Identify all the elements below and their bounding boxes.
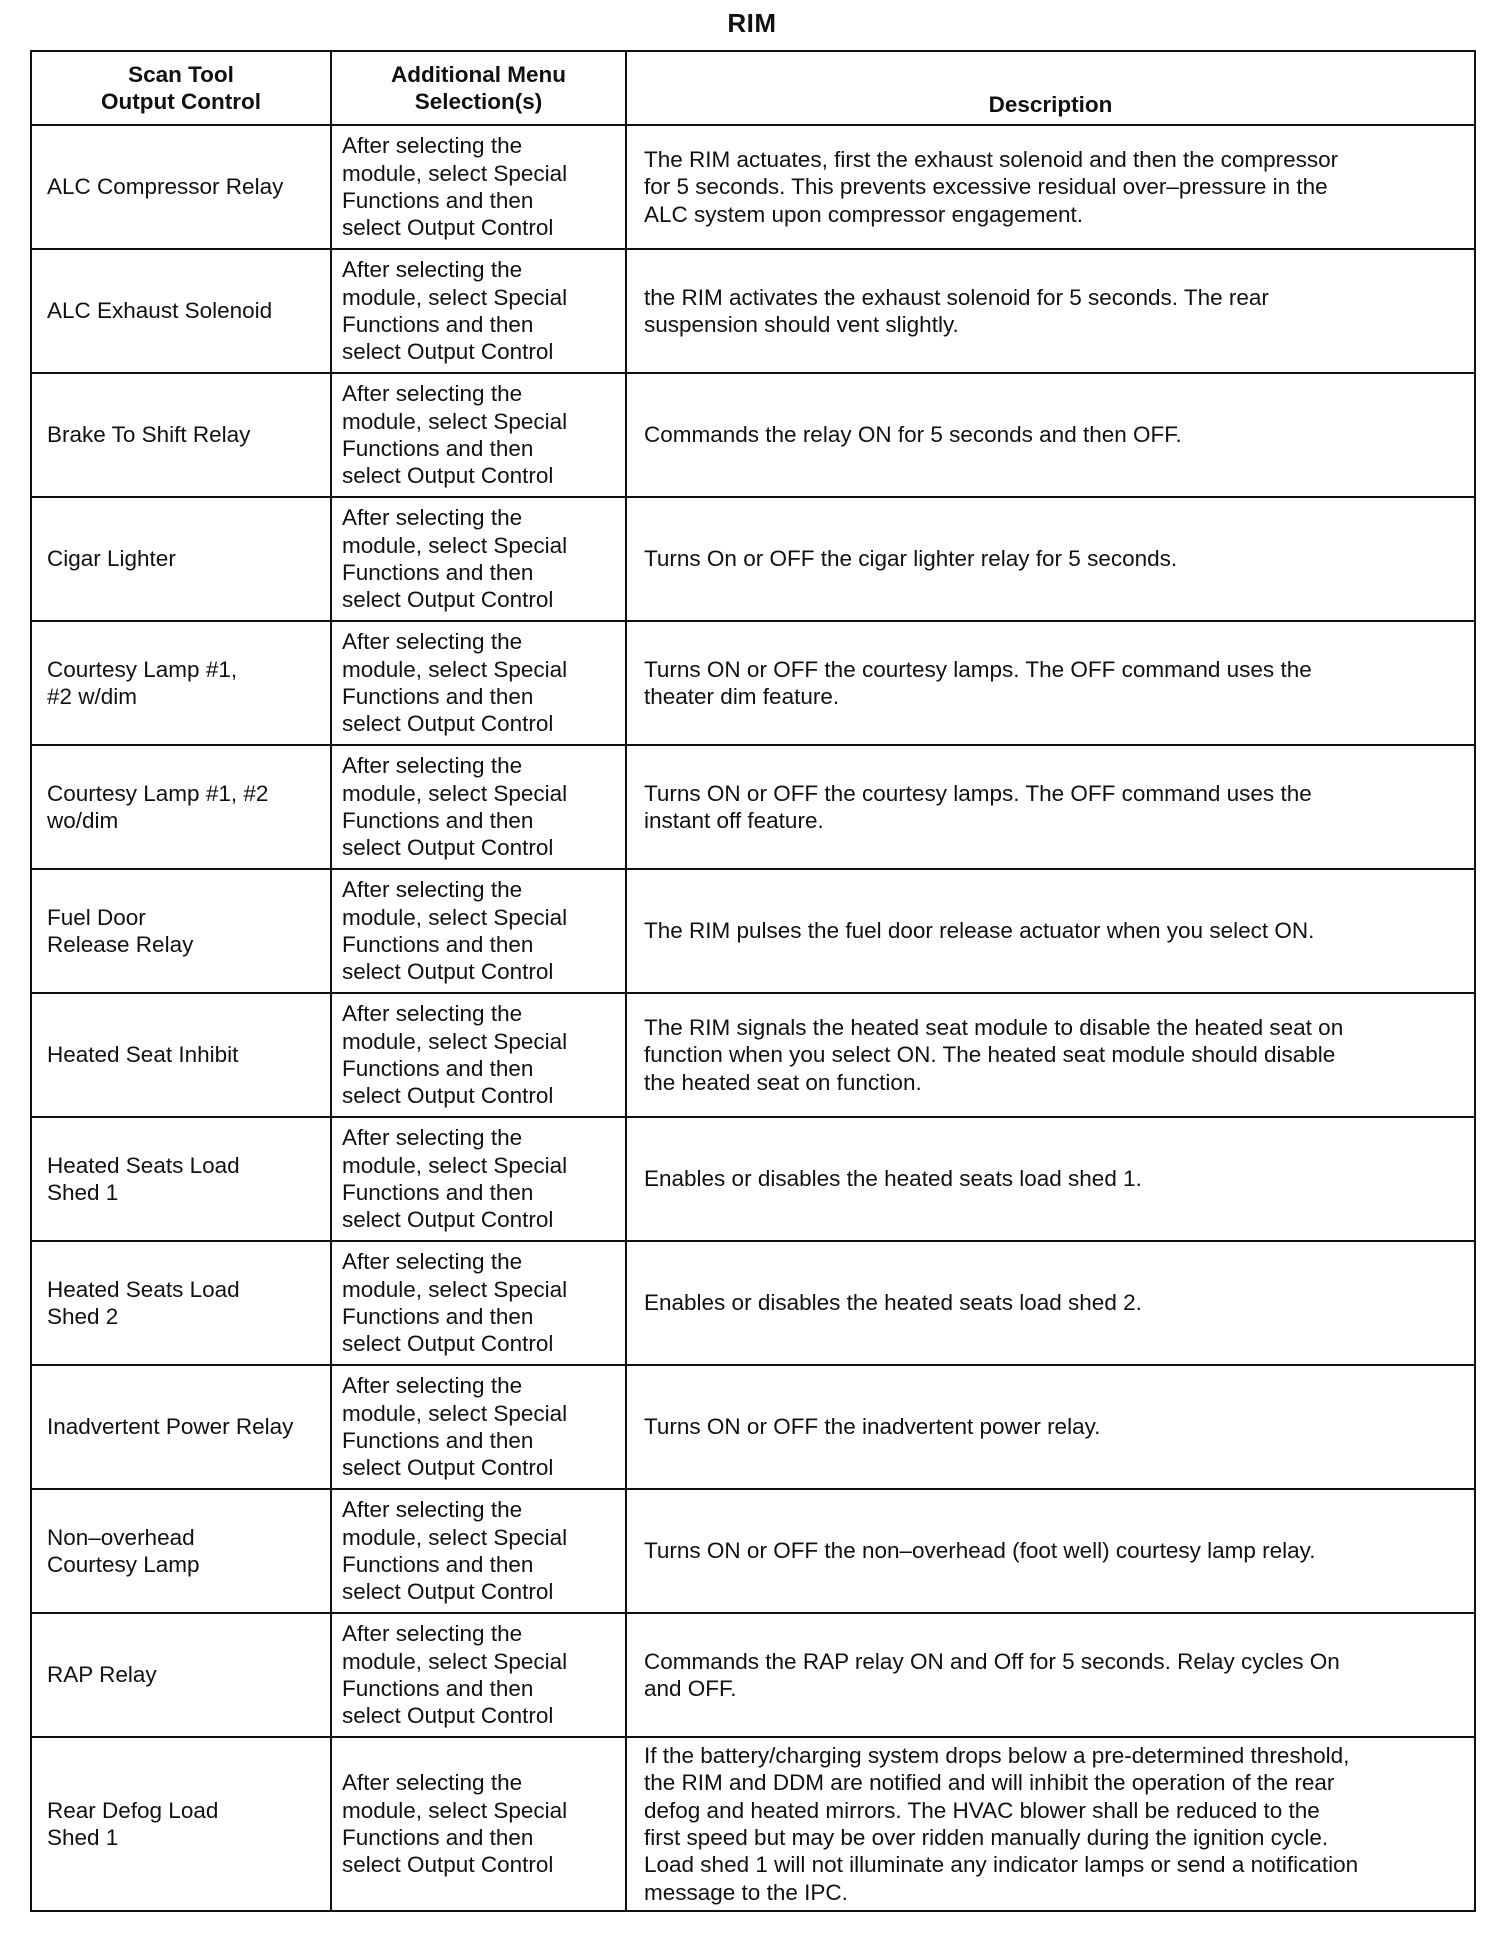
output-control-cell: RAP Relay: [31, 1613, 331, 1737]
table-row: [31, 869, 1475, 993]
output-control-cell: Heated Seats Load Shed 1: [31, 1117, 331, 1241]
description-cell: the RIM activates the exhaust solenoid for 5 seconds. The rear suspension should vent slightly.: [626, 249, 1475, 373]
table-row: [31, 1365, 1475, 1489]
output-control-cell: Rear Defog Load Shed 1: [31, 1737, 331, 1911]
menu-selection-cell: After selecting the module, select Special Functions and then select Output Control: [331, 1241, 626, 1365]
menu-selection-cell: After selecting the module, select Special Functions and then select Output Control: [331, 125, 626, 249]
description-cell: Commands the relay ON for 5 seconds and then OFF.: [626, 373, 1475, 497]
header-menu-selection: Additional Menu Selection(s): [331, 51, 626, 125]
menu-selection-cell: After selecting the module, select Special Functions and then select Output Control: [331, 497, 626, 621]
menu-selection-cell: After selecting the module, select Special Functions and then select Output Control: [331, 1489, 626, 1613]
description-cell: Turns On or OFF the cigar lighter relay for 5 seconds.: [626, 497, 1475, 621]
header-output-control: Scan Tool Output Control: [31, 51, 331, 125]
header-description: Description: [626, 51, 1475, 125]
table-header-row: [31, 51, 1475, 125]
table-row: [31, 1737, 1475, 1911]
menu-selection-cell: After selecting the module, select Special Functions and then select Output Control: [331, 1117, 626, 1241]
description-cell: Turns ON or OFF the courtesy lamps. The OFF command uses the theater dim feature.: [626, 621, 1475, 745]
rim-output-control-table: [30, 50, 1476, 1912]
output-control-cell: Heated Seats Load Shed 2: [31, 1241, 331, 1365]
description-cell: Turns ON or OFF the non–overhead (foot well) courtesy lamp relay.: [626, 1489, 1475, 1613]
description-cell: The RIM actuates, first the exhaust solenoid and then the compressor for 5 seconds. This prevents excessive residual over–pressure in the ALC system upon compressor engagement.: [626, 125, 1475, 249]
menu-selection-cell: After selecting the module, select Special Functions and then select Output Control: [331, 1365, 626, 1489]
output-control-cell: Heated Seat Inhibit: [31, 993, 331, 1117]
description-cell: Turns ON or OFF the courtesy lamps. The OFF command uses the instant off feature.: [626, 745, 1475, 869]
table-row: [31, 993, 1475, 1117]
menu-selection-cell: After selecting the module, select Special Functions and then select Output Control: [331, 249, 626, 373]
output-control-cell: Inadvertent Power Relay: [31, 1365, 331, 1489]
output-control-cell: Courtesy Lamp #1, #2 wo/dim: [31, 745, 331, 869]
output-control-cell: ALC Exhaust Solenoid: [31, 249, 331, 373]
table-row: [31, 125, 1475, 249]
output-control-cell: Courtesy Lamp #1, #2 w/dim: [31, 621, 331, 745]
table-row: [31, 621, 1475, 745]
menu-selection-cell: After selecting the module, select Special Functions and then select Output Control: [331, 869, 626, 993]
description-cell: The RIM signals the heated seat module to disable the heated seat on function when you select ON. The heated seat module should disable the heated seat on function.: [626, 993, 1475, 1117]
table-row: [31, 249, 1475, 373]
output-control-cell: Non–overhead Courtesy Lamp: [31, 1489, 331, 1613]
table-row: [31, 745, 1475, 869]
table-row: [31, 1489, 1475, 1613]
menu-selection-cell: After selecting the module, select Special Functions and then select Output Control: [331, 621, 626, 745]
document-title: RIM: [727, 8, 777, 38]
menu-selection-cell: After selecting the module, select Special Functions and then select Output Control: [331, 373, 626, 497]
description-cell: The RIM pulses the fuel door release actuator when you select ON.: [626, 869, 1475, 993]
description-cell: Commands the RAP relay ON and Off for 5 seconds. Relay cycles On and OFF.: [626, 1613, 1475, 1737]
table-row: [31, 1241, 1475, 1365]
output-control-cell: Cigar Lighter: [31, 497, 331, 621]
output-control-cell: Fuel Door Release Relay: [31, 869, 331, 993]
menu-selection-cell: After selecting the module, select Special Functions and then select Output Control: [331, 1613, 626, 1737]
table-row: [31, 497, 1475, 621]
menu-selection-cell: After selecting the module, select Special Functions and then select Output Control: [331, 1737, 626, 1911]
output-control-cell: Brake To Shift Relay: [31, 373, 331, 497]
description-cell: If the battery/charging system drops below a pre-determined threshold, the RIM and DDM are notified and will inhibit the operation of the rear defog and heated mirrors. The HVAC blower shall be reduced to the first speed but may be over ridden manually during the ignition cycle. Load shed 1 will not illuminate any indicator lamps or send a notification message to the IPC.: [626, 1737, 1475, 1911]
table-row: [31, 1117, 1475, 1241]
description-cell: Enables or disables the heated seats load shed 2.: [626, 1241, 1475, 1365]
menu-selection-cell: After selecting the module, select Special Functions and then select Output Control: [331, 993, 626, 1117]
description-cell: Enables or disables the heated seats load shed 1.: [626, 1117, 1475, 1241]
table-row: [31, 373, 1475, 497]
output-control-cell: ALC Compressor Relay: [31, 125, 331, 249]
description-cell: Turns ON or OFF the inadvertent power relay.: [626, 1365, 1475, 1489]
table-row: [31, 1613, 1475, 1737]
menu-selection-cell: After selecting the module, select Special Functions and then select Output Control: [331, 745, 626, 869]
